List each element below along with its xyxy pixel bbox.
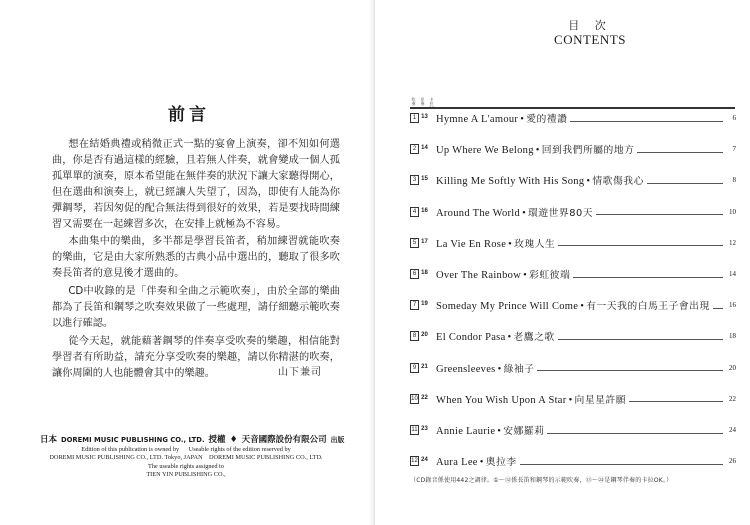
song-title (436, 329, 555, 343)
song-title-zh: 奧拉李 (485, 457, 517, 469)
rights-line (36, 446, 336, 455)
publisher-line (30, 436, 370, 445)
song-title-en: Someday My Prince Will Come (436, 301, 579, 313)
page-number: 18 (729, 332, 736, 341)
page-number: 10 (729, 207, 736, 216)
publisher-country: 日本 (40, 435, 58, 445)
bullet-icon: • (507, 332, 512, 344)
track-karaoke-number: 13 (421, 114, 428, 120)
page-number: 26 (729, 457, 736, 466)
toc-note: （CD錄音係使用442之調律。①～⑫係長笛和鋼琴的示範吹奏，⑬～㉔是鋼琴伴奏的卡拉OK。） (410, 477, 673, 484)
right-page (375, 0, 750, 525)
preface-paragraph: CD中收錄的是「伴奏和全曲之示範吹奏」，由於全部的樂曲都為了長笛和鋼琴之吹奏效果做了一些處理，請仔細聽示範吹奏以進行確認。 (52, 286, 340, 329)
leader-line (596, 208, 723, 215)
song-title-zh: 情歌傷我心 (592, 176, 644, 188)
track-demo-number: 9 (410, 363, 419, 373)
publisher-suffix: 出版 (330, 436, 345, 444)
rights-line: TIEN YIN PUBLISHING CO., (146, 471, 226, 479)
song-title (436, 173, 644, 187)
track-karaoke-number: 21 (421, 363, 428, 370)
track-karaoke-number: 20 (421, 332, 428, 339)
toc-row (410, 391, 736, 407)
toc-row (410, 235, 736, 251)
song-title-en: Hymne A L'amour (436, 114, 519, 125)
track-demo-number: 10 (411, 395, 418, 402)
page-number: 8 (732, 176, 736, 185)
publisher-authorized: 授權 (208, 435, 226, 445)
bullet-icon: • (508, 238, 513, 250)
song-title (436, 267, 570, 281)
toc-row (410, 110, 736, 126)
leader-line (520, 458, 723, 465)
bullet-icon: • (520, 114, 525, 125)
page-number: 22 (729, 394, 736, 403)
song-title-zh: 有一天我的白馬王子會出現 (586, 301, 710, 313)
track-karaoke-number: 17 (421, 238, 428, 245)
rights-text: DOREMI MUSIC PUBLISHING CO., LTD. Tokyo, JAPAN (49, 454, 203, 462)
track-demo-number: 11 (411, 427, 418, 433)
preface-paragraph: 本曲集中的樂曲，多半都是學習長笛者，稍加練習就能吹奏的樂曲，它是由大家所熟悉的古典小品中選出的，聽取了很多吹奏長笛者的意見後才選曲的。 (52, 236, 340, 280)
track-numbers (410, 238, 430, 248)
song-title-zh: 向星星許願 (574, 394, 627, 406)
bullet-icon: • (586, 176, 591, 188)
preface-paragraph: 從今天起，就能藉著鋼琴的伴奏享受吹奏的樂趣，相信能對學習者有所助益，請充分享受吹奏的樂趣，請以你精湛的吹奏，讓你周圍的人也能體會其中的樂趣。 (52, 335, 340, 379)
song-title-en: When You Wish Upon A Star (436, 394, 567, 406)
track-demo-number: 5 (410, 238, 419, 248)
track-numbers (410, 175, 430, 185)
song-title-zh: 綠袖子 (503, 363, 535, 375)
song-title-zh: 安娜羅莉 (503, 426, 545, 437)
leader-line (558, 239, 723, 246)
song-title-en: Greensleeves (436, 363, 496, 375)
song-title-zh: 玫瑰人生 (514, 238, 556, 250)
track-demo-number: 3 (410, 175, 419, 185)
leader-line (647, 177, 723, 184)
page-number: 6 (732, 114, 736, 122)
leader-line (558, 333, 723, 340)
rights-text: DOREMI MUSIC PUBLISHING CO., LTD. (208, 454, 323, 462)
bullet-icon: • (535, 145, 540, 157)
leader-line (537, 364, 723, 371)
track-numbers (410, 363, 430, 373)
track-numbers (410, 207, 430, 217)
toc-row (410, 422, 736, 438)
publisher-name: DOREMI MUSIC PUBLISHING CO., LTD. (61, 436, 205, 444)
track-karaoke-number: 16 (421, 207, 428, 214)
preface-paragraph: 想在結婚典禮或稍微正式一點的宴會上演奏，卻不知如何選曲，你是否有過這樣的經驗，且若無人伴奏，就會變成一個人孤孤單單的演奏，原本希望能在無伴奏的狀況下讓大家聽得開心，但在選曲和演奏上，就已經讓人失望了，因為，即使有人能為你彈鋼琴，若因匆促的配合無法得到很好的效果，若是要找時間練習又需要在一起練習多次，在安排上就極為不容易。 (52, 139, 340, 230)
bullet-icon: • (497, 363, 502, 375)
song-title-zh: 環遊世界80天 (528, 207, 593, 219)
toc-title-en: CONTENTS (554, 32, 626, 47)
publisher-tw-name: 天音國際設份有限公司 (241, 435, 327, 445)
bullet-icon: • (580, 301, 585, 313)
toc-row (410, 204, 736, 220)
track-numbers (410, 269, 430, 279)
toc-row (410, 172, 736, 188)
track-numbers (410, 394, 430, 404)
publisher-info (30, 436, 370, 480)
song-title-en: Over The Rainbow (436, 270, 522, 281)
track-demo-number: 8 (410, 331, 419, 341)
track-demo-number: 4 (410, 207, 419, 217)
page-number: 14 (729, 270, 736, 278)
song-title (436, 111, 567, 125)
song-title (436, 392, 626, 406)
toc-row (410, 328, 736, 344)
toc-row (410, 453, 736, 469)
song-title (436, 423, 544, 437)
rights-block (36, 446, 336, 480)
preface-body (52, 137, 340, 382)
page-number: 20 (729, 363, 736, 372)
song-title-zh: 彩虹彼端 (529, 270, 571, 281)
leader-line (570, 115, 723, 122)
toc-row (410, 360, 736, 376)
page-number: 12 (729, 238, 736, 247)
legend-label: 吹奏 (411, 97, 416, 106)
track-numbers (410, 300, 430, 310)
song-title (436, 298, 710, 312)
song-title-en: Around The World (436, 207, 521, 219)
song-title (436, 361, 534, 375)
page-number: 16 (729, 301, 736, 310)
track-numbers (410, 144, 430, 154)
toc-row (410, 141, 736, 157)
song-title (436, 236, 555, 250)
track-karaoke-number: 18 (421, 270, 428, 276)
song-title (436, 454, 517, 468)
leader-line (713, 302, 723, 309)
track-karaoke-number: 14 (421, 145, 428, 152)
page-number: 24 (729, 426, 736, 434)
track-numbers (410, 331, 430, 341)
song-title (436, 205, 593, 219)
track-karaoke-number: 23 (421, 426, 428, 432)
preface-title: 前言 (168, 105, 210, 125)
song-title-en: Up Where We Belong (436, 145, 534, 157)
bullet-icon: • (497, 426, 502, 437)
page-number: 7 (732, 145, 736, 154)
rights-text: Edition of this publication is owned by (81, 445, 180, 453)
track-demo-number: 12 (411, 458, 418, 465)
song-title-zh: 回到我們所屬的地方 (541, 145, 635, 157)
bullet-icon: • (523, 270, 528, 281)
track-numbers (410, 425, 430, 435)
song-title-en: Annie Laurie (436, 426, 496, 437)
bullet-icon: • (479, 457, 484, 469)
preface-author: 山下兼司 (278, 367, 322, 378)
toc-row (410, 297, 736, 313)
song-title-en: La Vie En Rose (436, 238, 507, 250)
song-title-en: El Condor Pasa (436, 332, 506, 344)
toc-title-zh: 目 次 (568, 19, 612, 32)
leader-line (637, 146, 723, 153)
track-numbers (410, 113, 430, 123)
song-title-en: Killing Me Softly With His Song (436, 176, 585, 188)
leader-line (573, 271, 723, 278)
rights-text: Useable rights of the edition reserved by (188, 445, 291, 453)
song-title-zh: 愛的禮讚 (526, 114, 568, 125)
track-demo-number: 6 (410, 269, 419, 279)
leader-line (547, 427, 723, 434)
track-demo-number: 2 (410, 144, 419, 154)
rights-line (36, 454, 336, 463)
bullet-icon: • (568, 394, 573, 406)
toc-rule (410, 107, 735, 109)
legend-label: 卡拉 (429, 97, 434, 106)
rights-line: The useable rights assigned to (148, 462, 224, 470)
track-demo-number: 7 (410, 300, 419, 310)
song-title-zh: 老鷹之歌 (513, 332, 555, 344)
track-karaoke-number: 19 (421, 301, 428, 308)
track-numbers (410, 456, 430, 466)
track-demo-number: 1 (410, 113, 419, 123)
toc-row (410, 266, 736, 282)
bullet-icon: • (522, 207, 527, 219)
track-karaoke-number: 24 (421, 457, 428, 464)
diamond-icon: ♦ (229, 435, 238, 445)
legend-label: 伴奏 (420, 97, 425, 106)
track-karaoke-number: 15 (421, 176, 428, 183)
track-karaoke-number: 22 (421, 394, 428, 401)
song-title-en: Aura Lee (436, 457, 478, 469)
leader-line (629, 395, 723, 402)
song-title (436, 142, 634, 156)
